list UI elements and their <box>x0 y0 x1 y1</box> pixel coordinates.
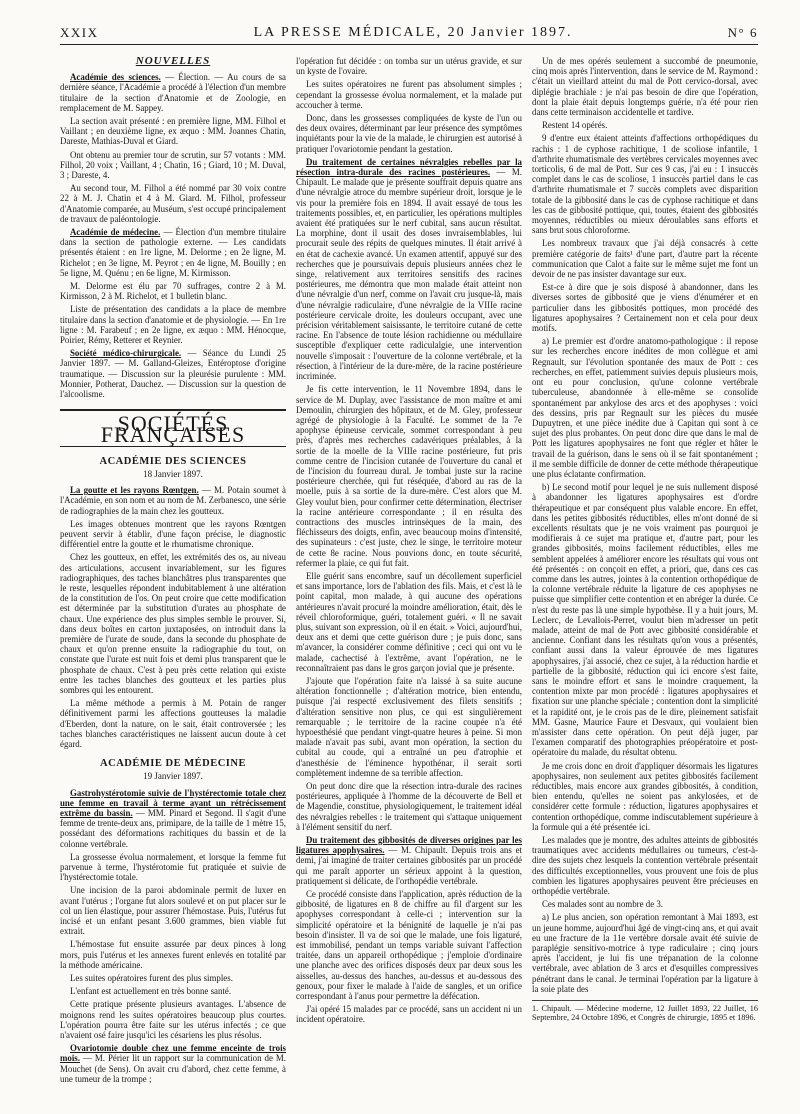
paragraph: a) Le premier est d'ordre anatomo-pathologique : il repose sur les recherches encore inédites de mon collègue et ami Regnault, sur l'évolution spontanée des maux de Pott : ces recherches, en effet, patiemment suivies depuis plusieurs mois, ont eu pour conclusion, qu'une colonne vertébrale tuberculeuse, abandonnée à elle-même se consolide spontanément par ankylose des arcs et des apophyses : voici des dessins, pris par Regnault sur les pièces du musée Dupuytren, et une pièce inédite due à Capitan qui sont à ce sujet des plus probantes. On peut donc dire que dans le mal de Pott les ligatures apophysaires ne font que régler et hâter le travail de la guérison, dans le sens où il se fait spontanément ; il me semble difficile de donner de cette méthode thérapeutique une plus éclatante confirmation. <box>532 336 758 479</box>
paragraph: l'opération fut décidée : on tomba sur un utérus gravide, et sur un kyste de l'ovaire. <box>296 56 522 77</box>
paragraph: Restent 14 opérés. <box>542 120 608 131</box>
text: — M. Potain soumet à l'Académie, en son nom et au nom de M. Zerbanesco, une série de radiographies de la main chez les goutteux. <box>60 485 286 516</box>
paragraph: Ce procédé consiste dans l'application, après réduction de la gibbosité, de ligatures en 8 de chiffre au fil d'argent sur les apophyses correspondant à celle-ci ; intervention sur la simplicité opératoire et la bénignité de laquelle je n'ai pas besoin d'insister. Il va de soi que le malade, une fois ligaturé, est immobilisé, pendant un temps variable suivant l'affection traitée, dans un appareil orthopédique ; j'emploie d'ordinaire une planche avec des orifices disposés deux par deux sous les aisselles, au-dessus des hanches, au-dessus et au-dessous des genoux, pour fixer le malade à l'aide de sangles, et un orifice correspondant à l'anus pour permettre la défécation. <box>296 889 522 1002</box>
text: — Séance du Lundi 25 Janvier 1897. — M. Galland-Gleizes, Entéroptose d'origine traumatique. — Discussion sur la pleurésie purulente : MM. Monnier, Potherat, Dauchez. — Discussion sur la question de l'alcoolisme. <box>60 348 286 400</box>
paragraph: J'ai opéré 15 malades par ce procédé, sans un accident ni un incident opératoire. <box>296 1004 522 1025</box>
paragraph: Ont obtenu au premier tour de scrutin, sur 57 votants : MM. Filhol, 20 voix ; Vaillant, 4 ; Chatin, 16 ; Giard, 10 ; M. Duval, 3 ; Dareste, 4. <box>60 149 286 181</box>
column-2 <box>296 56 522 1102</box>
text: — Élection d'un membre titulaire dans la section de pathologie externe. — Les candidats présentés étaient : en 1re ligne, M. Delorme ; en 2e ligne, M. Richelot ; en 3e ligne, M. Peyrot ; en 4e ligne, M. Bouilly ; en 5e ligne, M. Quénu ; en 6e ligne, M. Kirmisson. <box>60 227 286 278</box>
paragraph: La même méthode a permis à M. Potain de ranger définitivement parmi les affections goutteuses la maladie d'Eberden, dont la nature, on le sait, était controversée ; les taches blanches caractéristiques ne laissent aucun doute à cet égard. <box>60 698 286 749</box>
paragraph <box>60 485 286 516</box>
paragraph: L'hémostase fut ensuite assurée par deux pinces à long mors, puis l'utérus et les annexes furent enlevés en totalité par la méthode américaine. <box>60 939 286 970</box>
run-in-heading: Ovariotomie double chez une femme enceinte de trois mois. <box>60 1043 286 1064</box>
column-3 <box>532 56 758 1102</box>
section-title: SOCIÉTÉS FRANÇAISES <box>60 409 286 446</box>
paragraph <box>296 157 522 381</box>
paragraph: Liste de présentation des candidats a la place de membre titulaire dans la section d'anatomie et de physiologie. — En 1re ligne : M. Farabeuf ; en 2e ligne, ex æquo : MM. Hénocque, Poirier, Rémy, Retterer et Reynier. <box>60 304 286 346</box>
paragraph: Les suites opératoires ne furent pas absolument simples ; cependant la grossesse évolua normalement, et la malade put accoucher à terme. <box>296 79 522 110</box>
column-1 <box>60 56 286 1102</box>
paragraph: Une incision de la paroi abdominale permit de luxer en avant l'utérus ; l'organe fut alors soulevé et on put placer sur le col un lien élastique, pour assurer l'hémostase. Puis, l'utérus fut incisé et un enfant pesant 3.600 grammes, bien viable fut extrait. <box>60 885 286 937</box>
paragraph: Au second tour, M. Filhol a été nommé par 30 voix contre 22 à M. J. Chatin et 4 à M. Giard. M. Filhol, professeur d'Anatomie comparée, au Muséum, s'est occupé principalement de travaux de paléontologie. <box>60 183 286 224</box>
paragraph <box>296 835 522 886</box>
session-date: 19 Janvier 1897. <box>143 771 203 782</box>
paragraph: J'ajoute que l'opération faite n'a laissé à sa suite aucune altération fonctionnelle ; d'altération motrice, bien entendu, puisque j'ai respecté exclusivement des filets sensitifs ; d'altération sensitive non plus, ce qui est singulièrement remarquable ; le territoire de la racine coupée n'a été hypoesthésié que pendant vingt-quatre heures à peine. Si mon malade n'avait pas subi, avant mon opération, la section du cubital au coude, qui a entraîné un peu d'atrophie et d'anesthésie de l'éminence hypothénar, il serait sorti complètement indemne de sa terrible affection. <box>296 675 522 778</box>
academy-heading: ACADÉMIE DE MÉDECINE <box>100 758 246 770</box>
run-in-heading: La goutte et les rayons Rœntgen. <box>70 485 199 496</box>
run-in-heading: Académie des sciences. <box>70 72 161 83</box>
run-in-heading: Du traitement des gibbosités de diverses origines par les ligatures apophysaires. <box>296 835 522 856</box>
footnote: 1. Chipault. — Médecine moderne, 12 Juillet 1893, 22 Juillet, 16 Septembre, 24 Octobre 1896, et Congrès de chirurgie, 1895 et 1896. <box>532 1000 758 1023</box>
paragraph: 9 d'entre eux étaient atteints d'affections orthopédiques du rachis : 1 de cyphose rachitique, 1 de scoliose infantile, 1 d'arthrite rhumatismale des vertèbres cervicales moyennes avec torticolis, 6 de mal de Pott. Sur ces 9 cas, j'ai eu : 1 insuccès complet dans le cas de scoliose, 1 insuccès partiel dans le cas d'arthrite rhumatismale et 7 succès complets avec disparition totale de la gibbosité dans le cas de cyphose rachitique et dans les cas de gibbosité pottique, qui, toutes, étaient des gibbosités moyennes, réductibles ou mieux déroulables sans efforts et sans brut sous chloroforme. <box>532 133 758 236</box>
paragraph <box>60 227 286 278</box>
paragraph: Les suites opératoires furent des plus simples. <box>70 973 233 984</box>
paragraph: Les malades que je montre, des adultes atteints de gibbosités traumatiques avec accidents médullaires ou tumeurs, c'est-à-dire des sujets chez lesquels la contention vertébrale présentait des difficultés exceptionnelles, vous prouvent une fois de plus combien les ligatures apophysaires peuvent être précieuses en orthopédie vertébrale. <box>532 835 758 897</box>
paragraph: Est-ce à dire que je sois disposé à abandonner, dans les diverses sortes de gibbosité que je viens d'énumérer et en particulier dans les gibbosités pottiques, mon procédé des ligatures apophysaires ? Certainement non et cela pour deux motifs. <box>532 282 758 334</box>
paragraph: b) Le second motif pour lequel je ne suis nullement disposé à abandonner les ligatures apophysaires est d'ordre thérapeutique et par conséquent plus valable encore. En effet, dans les petites gibbosités réductibles, elles m'ont donné de si excellents résultats que je ne vois vraiment pas pourquoi je modifierais à ce sujet ma pratique et, d'autre part, pour les grandes gibbosités, moins facilement réductibles, elles me semblent appelées à améliorer encore les résultats qui vous ont été présentés : on conçoit en effet, a priori, que, dans ces cas comme dans les autres, jointes à la contention orthopédique de la colonne vertébrale réduite la ligature de ces apophyses ne puisse que simplifier cette contention et en abréger la durée. Ce n'est du reste pas là une simple hypothèse. Il y a huit jours, M. Leclerc, de Levallois-Perret, voulut bien m'adresser un petit malade, atteint de mal de Pott avec gibbosité considérable et ancienne. Confiant dans les résultats qu'on vous a présentés, confiant aussi dans la valeur éprouvée de mes ligatures apophysaires, j'ai associé, chez ce sujet, à la réduction hardie et partielle de la gibbosité, réduction qui ici encore s'est faite, sans le moindre effort et sans le moindre craquement, la contention mixte par mon procédé : ligatures apophysaires et fixation sur une planche spéciale ; contention dont la simplicité et la rapidité ont, je le crois pas de le dire, pleinement satisfait MM. Gasne, Maurice Faure et Desvaux, qui voulaient bien m'assister dans cette opération. On peut déjà juger, par l'examen comparatif des photographies préopératoire et post-opératoire du malade, du résultat obtenu. <box>532 482 758 758</box>
paragraph <box>60 1043 286 1084</box>
text: — M. Périer lit un rapport sur la communication de M. Mouchet (de Sens). On avait cru d'abord, chez cette femme, à une tumeur de la trompe ; <box>60 1053 286 1084</box>
paragraph: Ces malades sont au nombre de 3. <box>542 899 664 910</box>
paragraph: Les nombreux travaux que j'ai déjà consacrés à cette première catégorie de faits¹ d'une part, d'autre part la récente communication que Calot a faite sur le même sujet me font un devoir de ne pas insister davantage sur eux. <box>532 238 758 280</box>
text: — M. Chipault. Le malade que je présente souffrait depuis quatre ans d'une névralgie atroce du membre supérieur droit, lorsque je le vis pour la première fois en 1894. Il avait essayé de tous les traitements possibles, et, en particulier, les opérations multiples avaient été pratiquées sur le nerf cubital, sans aucun résultat. La morphine, dont il usait des doses invraisemblables, lui procurait seule des répits de quelques minutes. Il était arrivé à en état de cachexie avancé. Un examen attentif, appuyé sur des recherches que je poursuivais depuis plusieurs années chez le singe, relativement aux territoires sensitifs des racines postérieures, me démontra que mon malade était atteint non d'une névralgie d'un nerf, comme on l'avait cru jusque-là, mais d'une névralgie radiculaire, d'une névralgie de la VIIIe racine postérieure cervicale droite, les douleurs occupant, avec une précision véritablement saisissante, le territoire cutané de cette racine. En l'absence de toute lésion rachidienne ou médullaire susceptible d'expliquer cette radiculalgie, une intervention nouvelle s'imposait : l'ouverture de la colonne vertébrale, et la résection, à l'intérieur de la dure-mère, de la racine postérieure incriminée. <box>296 167 522 382</box>
run-in-heading: Gastrohystérotomie suivie de l'hystérectomie totale chez une femme en travail à terme ayant un rétrécissement extrême du bassin. <box>60 787 286 818</box>
text: — Élection. — Au cours de sa dernière séance, l'Académie a procédé à l'élection d'un membre titulaire de la section d'Anatomie et de Zoologie, en remplacement de M. Sappey. <box>60 72 286 113</box>
paragraph: Les images obtenues montrent que les rayons Rœntgen peuvent servir à établir, d'une façon précise, le diagnostic différentiel entre la goutte et le rhumatisme chronique. <box>60 518 286 550</box>
academy-heading: ACADÉMIE DES SCIENCES <box>99 455 247 467</box>
paragraph <box>60 788 286 849</box>
text: — MM. Pinard et Segond. Il s'agit d'une femme de trente-deux ans, primipare, de la taille de 1 mètre 15, possédant des déformations rachitiques du bassin et de la colonne vertébrale. <box>60 808 286 849</box>
nouvelles-heading: NOUVELLES <box>135 56 211 67</box>
paragraph: Je me crois donc en droit d'appliquer désormais les ligatures apophysaires, non seulement aux petites gibbosités facilement réductibles, mais encore aux grandes gibbosités, à condition, bien entendu, qu'elles ne soient pas ankylosées, et de considérer cette formule : réduction, ligatures apophysaires et contention orthopédique, comme indiscutablement supérieure à la formule qui a été présentée ici. <box>532 760 758 832</box>
paragraph: L'enfant est actuellement en très bonne santé. <box>70 986 232 997</box>
columns <box>60 56 758 1102</box>
run-in-heading: Académie de médecine. <box>70 227 161 238</box>
paragraph <box>60 72 286 113</box>
paragraph: M. Delorme est élu par 70 suffrages, contre 2 à M. Kirmisson, 2 à M. Richelot, et 1 bulletin blanc. <box>60 281 286 302</box>
paragraph: Un de mes opérés seulement a succombé de pneumonie, cinq mois après l'intervention, dans le service de M. Raymond : c'était un vieillard atteint du mal de Pott cervico-dorsal, avec diplégie brachiale : je n'ai pas besoin de dire que l'opération, dont la plaie était depuis longtemps guérie, n'a été pour rien dans cette terminaison accidentelle et tardive. <box>532 56 758 118</box>
paragraph: On peut donc dire que la résection intra-durale des racines postérieures, appliquée à l'homme de la découverte de Bell et de Magendie, constitue, physiologiquement, le traitement idéal des névralgies rebelles : le traitement qui s'attaque uniquement à l'élément sensitif du nerf. <box>296 781 522 832</box>
run-in-heading: Société médico-chirurgicale. <box>70 348 182 359</box>
paragraph: La grossesse évolua normalement, et lorsque la femme fut parvenue à terme, l'hystérotomie fut pratiquée et suivie de l'hystérectomie totale. <box>60 851 286 883</box>
session-date: 18 Janvier 1897. <box>143 468 203 479</box>
text: — M. Chipault. Depuis trois ans et demi, j'ai imaginé de traiter certaines gibbosités par un procédé qui me paraît apporter un sérieux appoint à la question, pratiquement si délicate, de l'orthopédie vertébrale. <box>296 845 522 886</box>
paragraph: Donc, dans les grossesses compliquées de kyste de l'un ou des deux ovaires, déterminant par leur présence des symptômes inquiétants pour la vie de la malade, le chirurgien est autorisé à pratiquer l'ovariotomie pendant la gestation. <box>296 113 522 154</box>
run-in-heading: Du traitement de certaines névralgies rebelles par la résection intra-durale des racines postérieures. <box>296 156 522 178</box>
paragraph: a) Le plus ancien, son opération remontant à Mai 1893, est un jeune homme, aujourd'hui âgé de vingt-cinq ans, et qui avait eu une fracture de la 11e vertèbre dorsale avait été suivie de paraplégie sensitivo-motrice à type radiculaire ; cinq jours après l'accident, je lui fis une trépanation de la colonne vertébrale, avec ablation de 3 arcs et d'esquilles compressives pénétrant dans le canal. Je terminai l'opération par la ligature à la soie plate des <box>532 912 758 994</box>
paragraph: Elle guérit sans encombre, sauf un décollement superficiel et sans importance, lors de l'ablation des fils. Mais, et c'est là le point capital, mon malade, à qui aucune des opérations antérieures n'avait procuré la moindre amélioration, était, dès le réveil chloroformique, guéri, totalement guéri. « Il ne savait plus, suivant son expression, où il en était. » Voici, aujourd'hui, deux ans et demi que cette guérison dure ; je puis donc, sans m'avancer, la considérer comme définitive ; ceci qui ont vu le malade, cachectisé à l'extrême, avant l'opération, ne le reconnaîtraient pas dans le gros garçon jovial que je présente. <box>296 570 522 673</box>
paragraph <box>60 348 286 399</box>
volume-number: XXIX <box>60 25 99 40</box>
page-header <box>60 22 758 45</box>
paragraph: Chez les goutteux, en effet, les extrémités des os, au niveau des articulations, accusent invariablement, sur les figures radiographiques, des taches blanchâtres plus transparentes que le reste, lesquelles répondent indubitablement à une altération de la constitution de l'os. On peut croire que cette modification est déterminée par la substitution d'urates au phosphate de chaux. Une expérience des plus simples semble le prouver. Si, dans deux boîtes en carton juxtaposées, on introduit dans la première de l'urate de soude, dans la seconde du phosphate de chaux et qu'on prenne ensuite la radiographie du tout, on constate que l'urate est nuit fois et demi plus transparent que le phosphate de chaux. C'est à peu près cette relation qui existe entre les taches blanches des goutteux et les parties plus sombres qui les entourent. <box>60 552 286 695</box>
journal-title: LA PRESSE MÉDICALE, 20 Janvier 1897. <box>253 25 573 40</box>
paragraph: La section avait présenté : en première ligne, MM. Filhol et Vaillant ; en deuxième ligne, ex æquo : MM. Joannes Chatin, Dareste, Mathias-Duval et Giard. <box>60 116 286 147</box>
issue-number: N° 6 <box>727 25 758 40</box>
paragraph: Je fis cette intervention, le 11 Novembre 1894, dans le service de M. Duplay, avec l'assistance de mon maître et ami Demoulin, chirurgien des hôpitaux, et de M. Gley, professeur agrégé de physiologie à la Faculté. Le sommet de la 7e apophyse épineuse cervicale, sommet correspondant à peu près, d'après mes recherches cadavériques préalables, à la sortie de la moelle de la VIIIe racine postérieure, fut pris comme centre de l'incision cutanée de l'ouverture du canal et de l'incision du fourreau dural. Je tombai juste sur la racine postérieure cherchée, qui fut réséquée, d'abord au ras de la moelle, puis à sa sortie de la dure-mère. C'est alors que M. Gley voulut bien, pour confirmer cette détermination, électriser la racine antérieure correspondante ; il en résulta des contractions des muscles intrinsèques de la main, des fléchisseurs des doigts, enfin, avec beaucoup moins d'intensité, des supinateurs : c'est juste, chez le singe, le territoire moteur de cette 8e racine. Nous pouvions donc, en toute sécurité, refermer la plaie, ce qui fut fait. <box>296 384 522 568</box>
paragraph: Cette pratique présente plusieurs avantages. L'absence de moignons rend les suites opératoires beaucoup plus courtes. L'opération pourra être faite sur les utérus infectés ; ce que n'avaient osé faire jusqu'ici les césariens les plus résolus. <box>60 999 286 1041</box>
